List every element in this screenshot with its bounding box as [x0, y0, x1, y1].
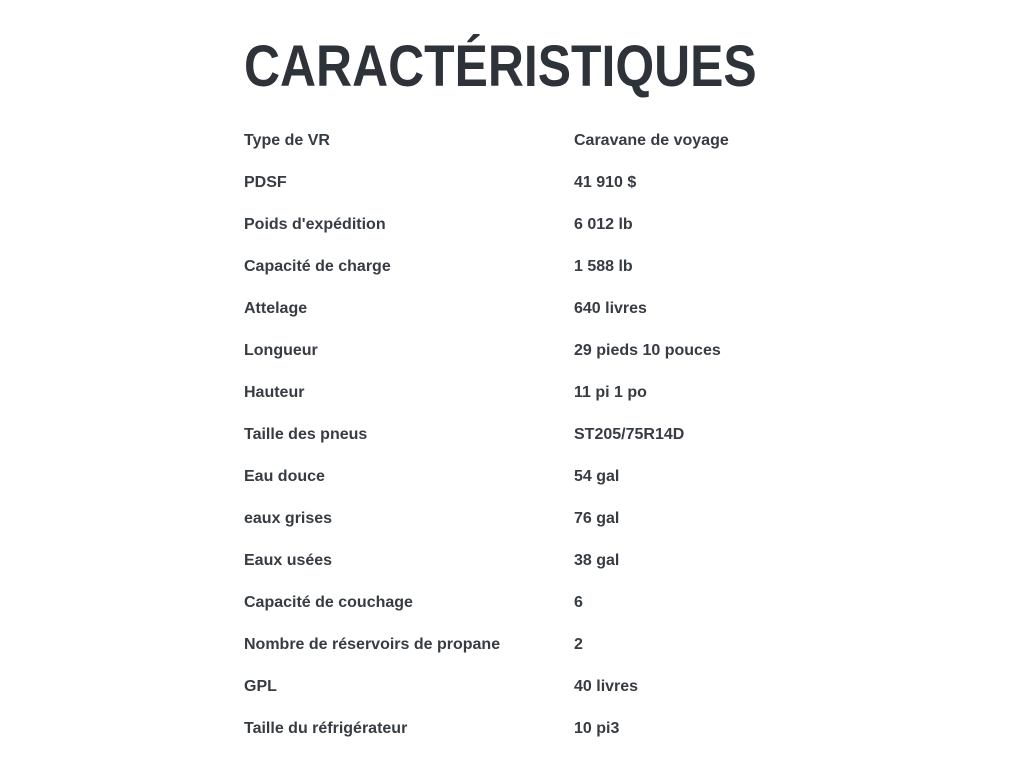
spec-label: Type de VR	[244, 132, 330, 149]
spec-value: 41 910 $	[574, 174, 637, 191]
spec-label: Hauteur	[244, 384, 305, 401]
spec-value: 38 gal	[574, 552, 620, 569]
spec-label: Eau douce	[244, 468, 325, 485]
spec-table	[244, 120, 804, 750]
spec-value: 6	[574, 594, 583, 611]
spec-row	[244, 624, 804, 666]
spec-value: 76 gal	[574, 510, 620, 527]
spec-value: 1 588 lb	[574, 258, 633, 275]
spec-row	[244, 372, 804, 414]
spec-row	[244, 414, 804, 456]
spec-label: Nombre de réservoirs de propane	[244, 636, 501, 653]
spec-row	[244, 582, 804, 624]
spec-row	[244, 288, 804, 330]
spec-label: Capacité de couchage	[244, 594, 413, 611]
spec-label: Taille du réfrigérateur	[244, 720, 408, 737]
spec-row	[244, 162, 804, 204]
spec-label: PDSF	[244, 174, 287, 191]
spec-value: 29 pieds 10 pouces	[574, 342, 721, 359]
spec-label: eaux grises	[244, 510, 333, 527]
spec-row	[244, 708, 804, 750]
spec-value: Caravane de voyage	[574, 132, 729, 149]
spec-row	[244, 120, 804, 162]
spec-value: 6 012 lb	[574, 216, 633, 233]
spec-row	[244, 666, 804, 708]
spec-value: 640 livres	[574, 300, 647, 317]
spec-row	[244, 456, 804, 498]
spec-label: Longueur	[244, 342, 318, 359]
spec-label: Attelage	[244, 300, 308, 317]
spec-value: 11 pi 1 po	[574, 384, 647, 401]
spec-label: Poids d'expédition	[244, 216, 386, 233]
spec-value: 54 gal	[574, 468, 620, 485]
spec-label: Eaux usées	[244, 552, 333, 569]
spec-label: Taille des pneus	[244, 426, 368, 443]
spec-row	[244, 204, 804, 246]
spec-row	[244, 330, 804, 372]
spec-value: 2	[574, 636, 583, 653]
spec-row	[244, 540, 804, 582]
page-title: CARACTÉRISTIQUES	[244, 34, 757, 99]
spec-value: 40 livres	[574, 678, 639, 695]
spec-row	[244, 498, 804, 540]
spec-label: Capacité de charge	[244, 258, 391, 275]
spec-value: 10 pi3	[574, 720, 620, 737]
spec-row	[244, 246, 804, 288]
spec-label: GPL	[244, 678, 277, 695]
spec-value: ST205/75R14D	[574, 426, 685, 443]
